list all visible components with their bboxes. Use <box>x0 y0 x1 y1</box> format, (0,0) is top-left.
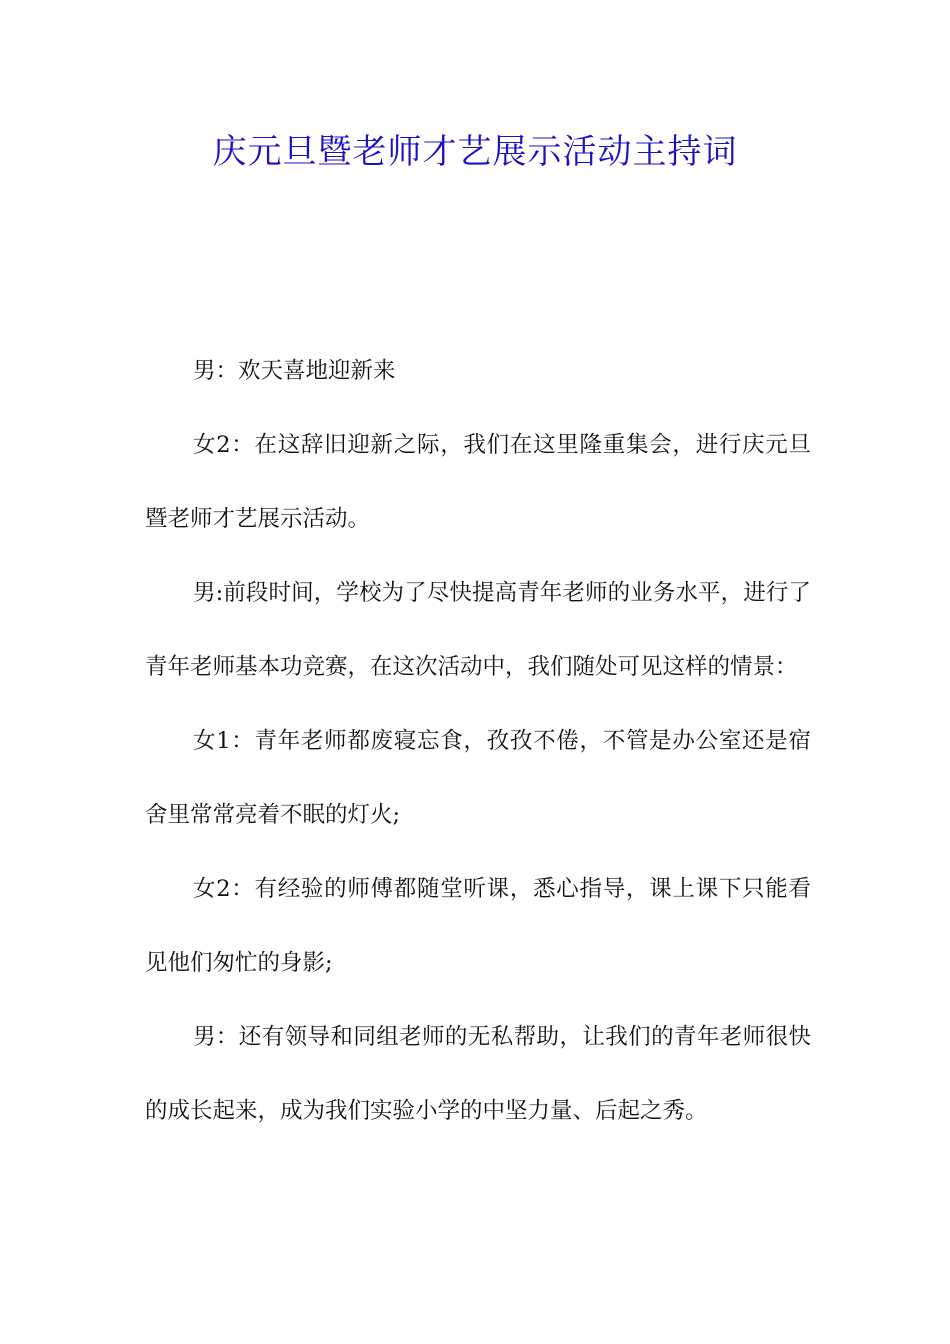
paragraph-6: 男：还有领导和同组老师的无私帮助，让我们的青年老师很快的成长起来，成为我们实验小学的中坚力量、后起之秀。 <box>145 1024 811 1124</box>
paragraph-2: 女2：在这辞旧迎新之际，我们在这里隆重集会，进行庆元旦暨老师才艺展示活动。 <box>145 432 811 532</box>
paragraph-1: 男：欢天喜地迎新来 <box>193 358 396 384</box>
paragraph-3: 男:前段时间，学校为了尽快提高青年老师的业务水平，进行了青年老师基本功竞赛，在这次活动中，我们随处可见这样的情景： <box>145 580 811 680</box>
document-title: 庆元旦暨老师才艺展示活动主持词 <box>212 132 738 172</box>
paragraph-5: 女2：有经验的师傅都随堂听课，悉心指导，课上课下只能看见他们匆忙的身影; <box>145 876 811 976</box>
paragraph-4: 女1：青年老师都废寝忘食，孜孜不倦，不管是办公室还是宿舍里常常亮着不眠的灯火; <box>145 728 811 828</box>
document-body <box>145 334 811 1148</box>
